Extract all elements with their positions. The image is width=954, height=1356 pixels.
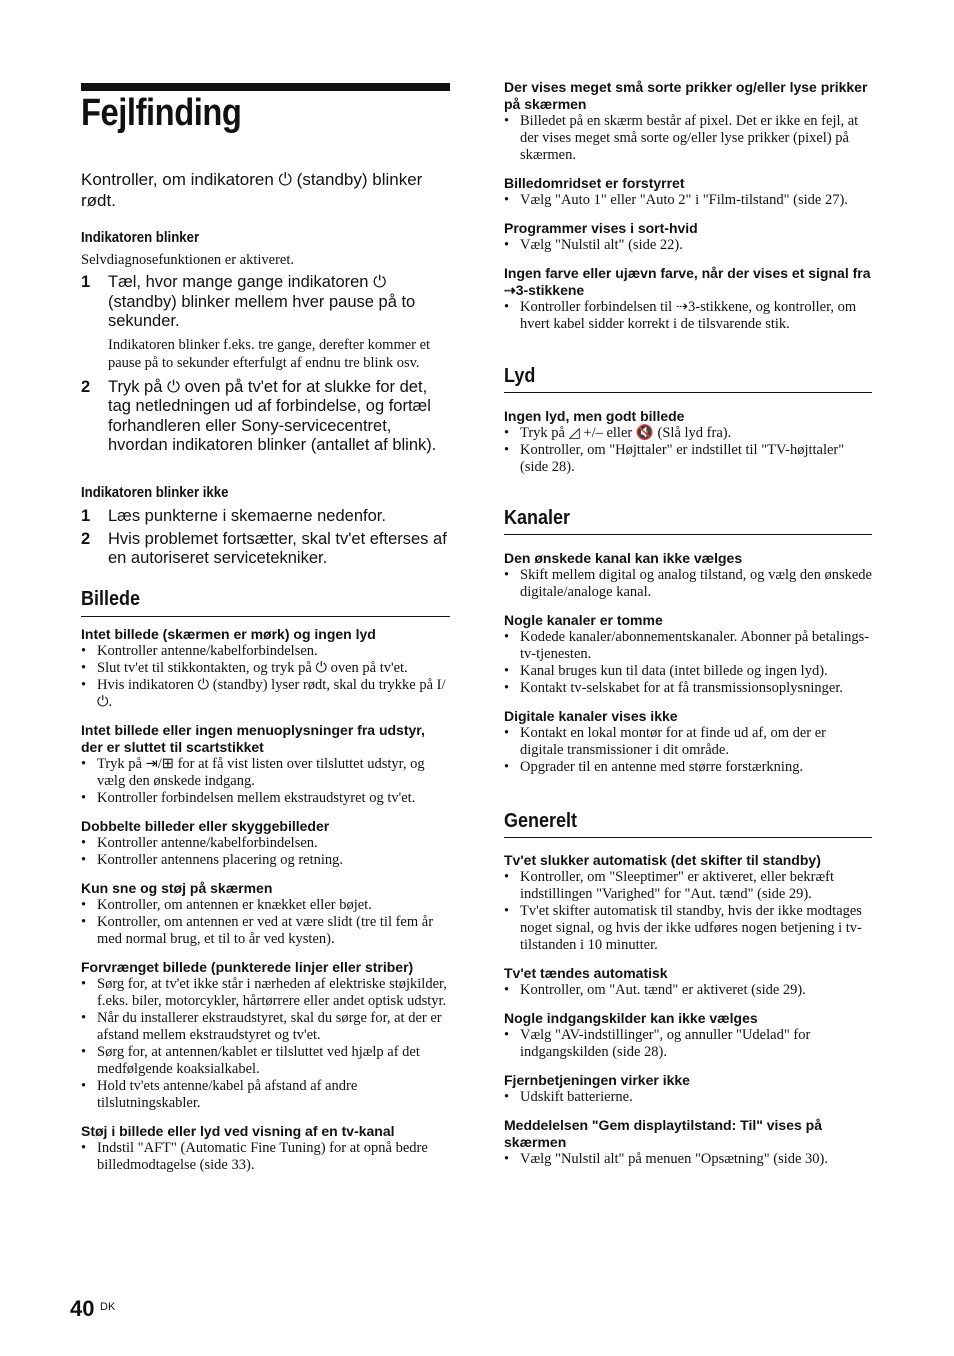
step-text: Læs punkterne i skemaerne nedenfor.	[108, 507, 386, 525]
issue-bullets	[504, 192, 872, 209]
step-item	[81, 507, 450, 527]
step-number: 1	[81, 273, 91, 291]
issue-heading: Kun sne og støj på skærmen	[81, 880, 273, 896]
issue-bullets	[81, 897, 450, 948]
section-title: Billede	[81, 588, 141, 610]
bullet-item: • Kontakt en lokal montør for at finde ud af, om der er digitale transmissioner i dit område.	[504, 725, 872, 759]
bullet-item: • Opgrader til en antenne med større forstærkning.	[504, 759, 872, 776]
issue-heading: Intet billede eller ingen menuoplysninger fra udstyr, der er sluttet til scartstikket	[81, 722, 425, 755]
generelt-items	[504, 852, 872, 1168]
issue-block	[504, 175, 872, 209]
step-item	[81, 530, 450, 569]
step-text: Tæl, hvor mange gange indikatoren ⏻ (standby) blinker mellem hver pause på to sekunder.	[108, 273, 416, 330]
issue-block	[81, 818, 450, 869]
issue-heading: Digitale kanaler vises ikke	[504, 708, 678, 724]
bullet-item: • Tryk på ⇥/⊞ for at få vist listen over tilsluttet udstyr, og vælg den ønskede indgang.	[81, 756, 450, 790]
bullet-item: • Vælg "Auto 1" eller "Auto 2" i "Film-tilstand" (side 27).	[504, 192, 872, 209]
bullet-item: • Tryk på ◿ +/– eller 🔇 (Slå lyd fra).	[504, 425, 872, 442]
issue-block	[504, 550, 872, 601]
issue-bullets	[504, 1089, 872, 1106]
step-note: Indikatoren blinker f.eks. tre gange, derefter kommer et pause på to sekunder efterfulgt af endnu tre blink osv.	[108, 336, 431, 371]
bullet-item: • Vælg "AV-indstillinger", og annuller "Udelad" for indgangskilden (side 28).	[504, 1027, 872, 1061]
issue-heading: Den ønskede kanal kan ikke vælges	[504, 550, 743, 566]
issue-block	[81, 959, 450, 1112]
bullet-item: • Vælg "Nulstil alt" på menuen "Opsætning" (side 30).	[504, 1151, 872, 1168]
issue-bullets	[504, 425, 872, 476]
bullet-item: • Udskift batterierne.	[504, 1089, 872, 1106]
issue-block	[504, 265, 872, 333]
issue-bullets	[504, 1027, 872, 1061]
issue-bullets	[504, 113, 872, 164]
page-number: 40	[70, 1296, 95, 1321]
issue-block	[504, 408, 872, 476]
kanaler-items	[504, 550, 872, 776]
section-rule	[504, 392, 872, 393]
generelt-section	[504, 810, 872, 1168]
bullet-item: • Kontroller forbindelsen til ⇢3-stikkene, og kontroller, om hvert kabel sidder korrekt i de tilsvarende stik.	[504, 299, 872, 333]
issue-block	[504, 79, 872, 164]
bullet-item: • Billedet på en skærm består af pixel. Det er ikke en fejl, at der vises meget små sorte og/eller lyse prikker (pixel) på skærmen.	[504, 113, 872, 164]
issue-bullets	[81, 835, 450, 869]
indikatoren-blinker-ikke-heading: Indikatoren blinker ikke	[81, 484, 229, 501]
issue-heading: Meddelelsen "Gem displaytilstand: Til" vises på skærmen	[504, 1117, 823, 1150]
selvdiagnose-text: Selvdiagnosefunktionen er aktiveret.	[81, 252, 295, 268]
step-text: Tryk på ⏻ oven på tv'et for at slukke for det, tag netledningen ud af forbindelse, og fortæl forhandleren eller Sony-servicecentret, hvordan indikatoren blinker (antallet af blink).	[108, 377, 437, 454]
issue-block	[504, 1117, 872, 1168]
page-title: Fejlfinding	[81, 92, 242, 134]
bullet-item: • Kontroller, om antennen er ved at være slidt (tre til fem år med normal brug, et til to år ved kysten).	[81, 914, 450, 948]
lyd-section	[504, 365, 872, 476]
issue-heading: Ingen farve eller ujævn farve, når der vises et signal fra ⇢3-stikkene	[504, 265, 871, 298]
bullet-item: • Hold tv'ets antenne/kabel på afstand af andre tilslutningskabler.	[81, 1078, 450, 1112]
issue-block	[504, 852, 872, 954]
lyd-items	[504, 408, 872, 476]
bullet-item: • Kontroller forbindelsen mellem ekstraudstyret og tv'et.	[81, 790, 450, 807]
issue-block	[81, 626, 450, 711]
bullet-item: • Når du installerer ekstraudstyret, skal du sørge for, at der er afstand mellem ekstraudstyret og tv'et.	[81, 1010, 450, 1044]
issue-heading: Intet billede (skærmen er mørk) og ingen lyd	[81, 626, 376, 642]
bullet-item: • Kontroller, om antennen er knækket eller bøjet.	[81, 897, 450, 914]
lead-text: Kontroller, om indikatoren ⏻ (standby) blinker rødt.	[81, 170, 423, 210]
issue-heading: Støj i billede eller lyd ved visning af en tv-kanal	[81, 1123, 395, 1139]
bullet-item: • Kanal bruges kun til data (intet billede og ingen lyd).	[504, 663, 872, 680]
bullet-item: • Tv'et skifter automatisk til standby, hvis der ikke modtages noget signal, og hvis der ikke udføres nogen betjening i tv-tilstanden i 10 minutter.	[504, 903, 872, 954]
step-text: Hvis problemet fortsætter, skal tv'et efterses af en autoriseret servicetekniker.	[108, 529, 447, 567]
bullet-item: • Vælg "Nulstil alt" (side 22).	[504, 237, 872, 254]
step-item	[81, 378, 450, 456]
issue-bullets	[504, 567, 872, 601]
issue-heading: Dobbelte billeder eller skyggebilleder	[81, 818, 330, 834]
bullet-item: • Skift mellem digital og analog tilstand, og vælg den ønskede digitale/analoge kanal.	[504, 567, 872, 601]
issue-block	[81, 1123, 450, 1174]
issue-heading: Nogle kanaler er tomme	[504, 612, 663, 628]
bullet-item: • Kontroller antennens placering og retning.	[81, 852, 450, 869]
section-rule	[81, 616, 450, 617]
issue-block	[81, 880, 450, 948]
issue-block	[504, 612, 872, 697]
step-number: 2	[81, 529, 91, 548]
issue-block	[504, 965, 872, 999]
step-number: 1	[81, 507, 91, 525]
title-rule	[81, 83, 450, 91]
step-number: 2	[81, 377, 91, 396]
issue-block	[504, 220, 872, 254]
bullet-item: • Slut tv'et til stikkontakten, og tryk på ⏻ oven på tv'et.	[81, 660, 450, 677]
bullet-item: • Kontroller, om "Sleeptimer" er aktiveret, eller bekræft indstillingen "Varighed" for "Aut. tænd" (side 29).	[504, 869, 872, 903]
issue-bullets	[504, 629, 872, 697]
billede-cont-items	[504, 79, 872, 333]
issue-block	[504, 1072, 872, 1106]
issue-block	[504, 708, 872, 776]
section-rule	[504, 837, 872, 838]
issue-block	[81, 722, 450, 807]
bullet-item: • Kontroller, om "Højttaler" er indstillet til "TV-højttaler" (side 28).	[504, 442, 872, 476]
bullet-item: • Kontroller antenne/kabelforbindelsen.	[81, 643, 450, 660]
bullet-item: • Sørg for, at antennen/kablet er tilsluttet ved hjælp af det medfølgende koaksialkabel.	[81, 1044, 450, 1078]
bullet-item: • Kontroller antenne/kabelforbindelsen.	[81, 835, 450, 852]
issue-bullets	[81, 976, 450, 1112]
bullet-item: • Kodede kanaler/abonnementskanaler. Abonner på betalings-tv-tjenesten.	[504, 629, 872, 663]
issue-heading: Tv'et tændes automatisk	[504, 965, 668, 981]
issue-bullets	[504, 869, 872, 954]
issue-heading: Forvrænget billede (punkterede linjer eller striber)	[81, 959, 414, 975]
issue-bullets	[81, 756, 450, 807]
issue-bullets	[81, 1140, 450, 1174]
billede-section	[81, 588, 450, 1174]
section-title: Generelt	[504, 810, 578, 832]
kanaler-section	[504, 507, 872, 776]
bullet-item: • Kontroller, om "Aut. tænd" er aktiveret (side 29).	[504, 982, 872, 999]
issue-bullets	[504, 299, 872, 333]
issue-heading: Programmer vises i sort-hvid	[504, 220, 698, 236]
issue-heading: Der vises meget små sorte prikker og/eller lyse prikker på skærmen	[504, 79, 868, 112]
issue-bullets	[504, 237, 872, 254]
section-rule	[504, 534, 872, 535]
issue-bullets	[504, 982, 872, 999]
section-title: Lyd	[504, 365, 536, 387]
bullet-item: • Hvis indikatoren ⏻ (standby) lyser rødt, skal du trykke på I/⏻.	[81, 677, 450, 711]
issue-heading: Ingen lyd, men godt billede	[504, 408, 685, 424]
issue-bullets	[504, 1151, 872, 1168]
page-language: DK	[100, 1301, 116, 1313]
issue-bullets	[81, 643, 450, 711]
indikatoren-blinker-heading: Indikatoren blinker	[81, 229, 200, 246]
issue-heading: Fjernbetjeningen virker ikke	[504, 1072, 690, 1088]
step-item	[81, 273, 450, 332]
issue-bullets	[504, 725, 872, 776]
issue-heading: Nogle indgangskilder kan ikke vælges	[504, 1010, 758, 1026]
issue-heading: Billedomridset er forstyrret	[504, 175, 685, 191]
issue-block	[504, 1010, 872, 1061]
issue-heading: Tv'et slukker automatisk (det skifter til standby)	[504, 852, 821, 868]
bullet-item: • Sørg for, at tv'et ikke står i nærheden af elektriske støjkilder, f.eks. biler, motorcykler, hårtørrere eller andet optisk udstyr.	[81, 976, 450, 1010]
bullet-item: • Indstil "AFT" (Automatic Fine Tuning) for at opnå bedre billedmodtagelse (side 33).	[81, 1140, 450, 1174]
section-title: Kanaler	[504, 507, 571, 529]
billede-items	[81, 626, 450, 1174]
bullet-item: • Kontakt tv-selskabet for at få transmissionsoplysninger.	[504, 680, 872, 697]
